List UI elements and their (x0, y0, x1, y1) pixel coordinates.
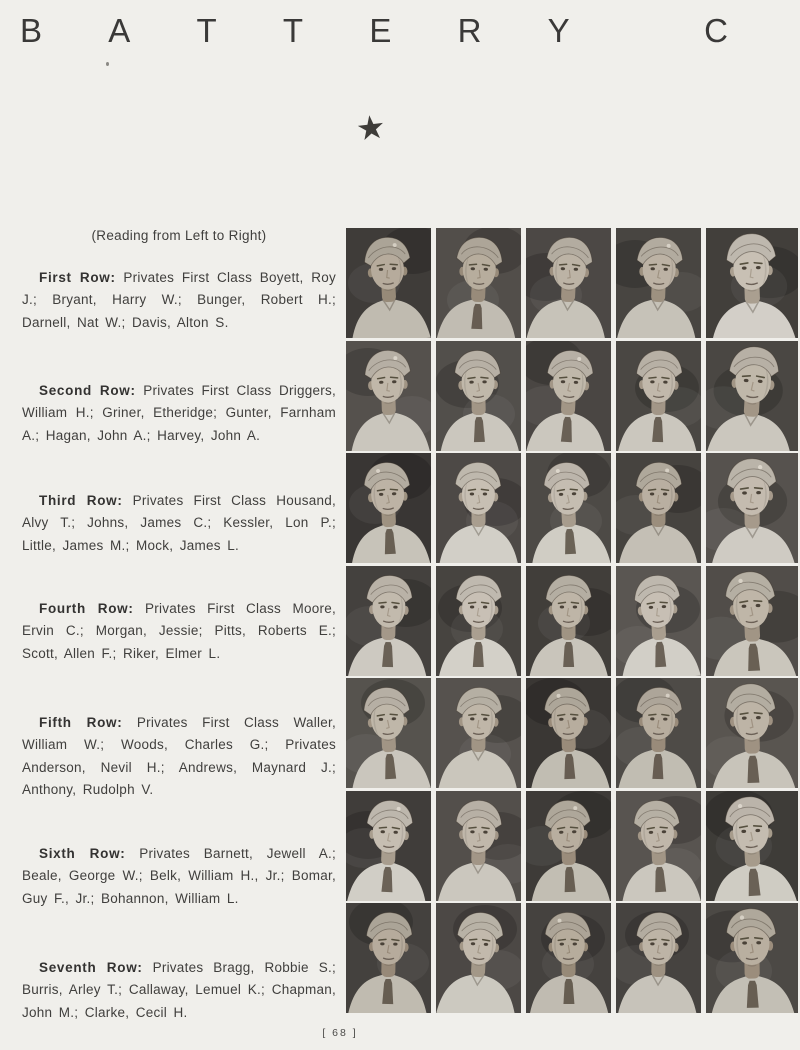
title-letter: A (108, 12, 131, 49)
portrait-photo (346, 566, 431, 676)
title-letter: T (196, 12, 217, 49)
roster-row-4-label: Fourth Row: (39, 601, 134, 616)
portrait-photo (616, 903, 701, 1013)
title-letter: T (282, 12, 304, 49)
portrait-photo (346, 453, 431, 563)
portrait-photo (436, 903, 521, 1013)
portrait-photo (706, 566, 798, 676)
title-letter: B (20, 12, 43, 49)
portrait-photo (706, 903, 798, 1013)
portrait-photo (436, 678, 521, 788)
portrait-photo (526, 453, 611, 563)
portrait-photo (346, 791, 431, 901)
portrait-photo (706, 341, 798, 451)
roster-row-2-label: Second Row: (39, 383, 136, 398)
portrait-photo (346, 678, 431, 788)
photo-grid (346, 228, 798, 1013)
portrait-photo (526, 791, 611, 901)
roster-row-6 (22, 843, 336, 910)
portrait-photo (526, 341, 611, 451)
title-word-gap (636, 12, 638, 50)
portrait-photo (706, 228, 798, 338)
roster-row-6-label: Sixth Row: (39, 846, 126, 861)
roster-row-3-label: Third Row: (39, 493, 123, 508)
title-letter: C (704, 12, 728, 49)
title-letter: R (457, 12, 482, 49)
roster-row-4-text: Privates First Class Moore, Ervin C.; Morgan, Jessie; Pitts, Roberts E.; Scott, Allen F.; Riker, Elmer L. (22, 601, 336, 661)
star-icon: ★ (353, 107, 388, 148)
roster-row-1 (22, 267, 336, 334)
roster-row-7-text: Privates Bragg, Robbie S.; Burris, Arley T.; Callaway, Lemuel K.; Chapman, John M.; Clarke, Cecil H. (22, 960, 336, 1020)
portrait-photo (436, 453, 521, 563)
roster-row-3 (22, 490, 336, 557)
roster-row-1-label: First Row: (39, 270, 116, 285)
roster-row-5-text: Privates First Class Waller, William W.; Woods, Charles G.; Privates Anderson, Nevil H.; Andrews, Maynard J.; Anthony, Rudolph V. (22, 715, 336, 798)
page-title (20, 12, 728, 50)
roster-row-3-text: Privates First Class Housand, Alvy T.; Johns, James C.; Kessler, Lon P.; Little, James M.; Mock, James L. (22, 493, 336, 553)
portrait-photo (526, 678, 611, 788)
page-number: [ 68 ] (322, 1027, 358, 1039)
portrait-photo (706, 791, 798, 901)
portrait-photo (616, 678, 701, 788)
print-speck (106, 62, 109, 66)
reading-note: (Reading from Left to Right) (91, 228, 267, 243)
portrait-photo (526, 903, 611, 1013)
portrait-photo (616, 341, 701, 451)
portrait-photo (346, 903, 431, 1013)
roster-row-4 (22, 598, 336, 665)
roster-row-1-text: Privates First Class Boyett, Roy J.; Bryant, Harry W.; Bunger, Robert H.; Darnell, Nat W.; Davis, Alton S. (22, 270, 336, 330)
roster-row-5 (22, 712, 336, 802)
roster-row-2 (22, 380, 336, 447)
portrait-photo (346, 228, 431, 338)
portrait-photo (346, 341, 431, 451)
portrait-photo (436, 341, 521, 451)
portrait-photo (706, 453, 798, 563)
roster-row-7-label: Seventh Row: (39, 960, 143, 975)
portrait-photo (436, 791, 521, 901)
portrait-photo (616, 228, 701, 338)
roster-row-5-label: Fifth Row: (39, 715, 123, 730)
title-letter: Y (547, 12, 570, 49)
title-letter: E (369, 12, 392, 49)
portrait-photo (616, 453, 701, 563)
roster-row-6-text: Privates Barnett, Jewell A.; Beale, George W.; Belk, William H., Jr.; Bomar, Guy F., Jr.; Bohannon, William L. (22, 846, 336, 906)
portrait-photo (526, 566, 611, 676)
portrait-photo (616, 791, 701, 901)
portrait-photo (526, 228, 611, 338)
caption-column (22, 228, 336, 1018)
portrait-photo (616, 566, 701, 676)
portrait-photo (436, 566, 521, 676)
portrait-photo (706, 678, 798, 788)
roster-row-7 (22, 957, 336, 1024)
portrait-photo (436, 228, 521, 338)
roster-row-2-text: Privates First Class Driggers, William H.; Griner, Etheridge; Gunter, Farnham A.; Hagan, John A.; Harvey, John A. (22, 383, 336, 443)
